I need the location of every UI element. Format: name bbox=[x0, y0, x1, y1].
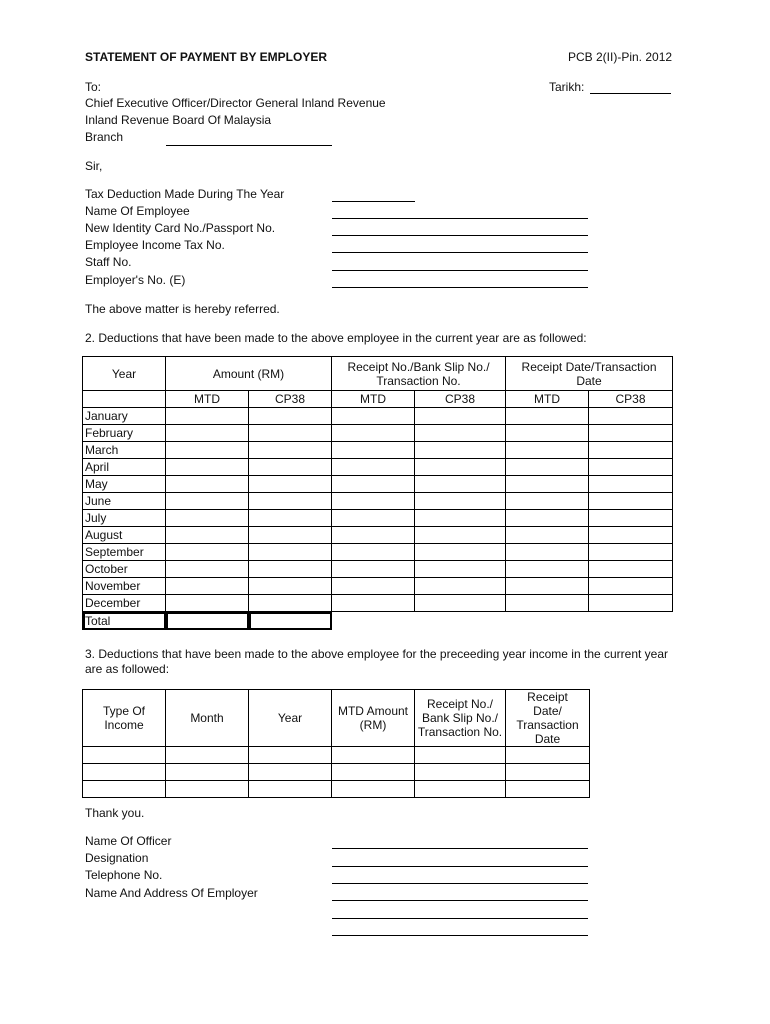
field-label-tax-deduction: Tax Deduction Made During The Year bbox=[85, 187, 285, 201]
month-label: October bbox=[83, 561, 166, 578]
table-row bbox=[83, 476, 673, 493]
referred-text: The above matter is hereby referred. bbox=[85, 302, 280, 316]
total-row bbox=[83, 612, 673, 630]
month-label: March bbox=[83, 442, 166, 459]
current-year-deductions-table bbox=[82, 356, 673, 630]
table-row bbox=[83, 561, 673, 578]
sub-header-mtd: MTD bbox=[166, 391, 249, 408]
table-row bbox=[83, 493, 673, 510]
address-line-1: Chief Executive Officer/Director General Inland Revenue bbox=[85, 96, 386, 110]
col-header-receipt: Receipt No./Bank Slip No./ Transaction No. bbox=[332, 357, 506, 391]
address-line-2: Inland Revenue Board Of Malaysia bbox=[85, 113, 272, 127]
month-label: May bbox=[83, 476, 166, 493]
table-row bbox=[83, 527, 673, 544]
employer-no-field[interactable] bbox=[332, 287, 588, 288]
table-row bbox=[83, 595, 673, 612]
form-code: PCB 2(II)-Pin. 2012 bbox=[568, 50, 673, 64]
table-row bbox=[83, 544, 673, 561]
total-cp38-cell[interactable] bbox=[249, 612, 332, 630]
table-row bbox=[83, 781, 590, 798]
section2-heading: 2. Deductions that have been made to the above employee in the current year are as followed: bbox=[85, 331, 587, 345]
col-header-month: Month bbox=[166, 690, 249, 747]
ic-passport-field[interactable] bbox=[332, 235, 588, 236]
field-label-income-tax-no: Employee Income Tax No. bbox=[85, 238, 225, 252]
to-label: To: bbox=[85, 80, 102, 94]
field-label-employer-address: Name And Address Of Employer bbox=[85, 886, 258, 900]
sub-header-cp38: CP38 bbox=[249, 391, 332, 408]
table-row bbox=[83, 442, 673, 459]
table-row bbox=[83, 408, 673, 425]
branch-field[interactable] bbox=[166, 145, 332, 146]
employer-address-field-line3[interactable] bbox=[332, 935, 588, 936]
total-label: Total bbox=[83, 612, 166, 630]
section3-heading-line2: are as followed: bbox=[85, 662, 170, 676]
table-row bbox=[83, 747, 590, 764]
field-label-employer-no: Employer's No. (E) bbox=[85, 273, 186, 287]
table-row bbox=[83, 459, 673, 476]
preceding-year-deductions-table bbox=[82, 689, 590, 798]
field-label-officer-name: Name Of Officer bbox=[85, 834, 172, 848]
address-line-3: Branch bbox=[85, 130, 124, 144]
employee-name-field[interactable] bbox=[332, 218, 588, 219]
tax-deduction-field[interactable] bbox=[332, 201, 415, 202]
total-mtd-cell[interactable] bbox=[166, 612, 249, 630]
table-row bbox=[83, 578, 673, 595]
col-header-amount: Amount (RM) bbox=[166, 357, 332, 391]
col-header-year: Year bbox=[249, 690, 332, 747]
field-label-staff-no: Staff No. bbox=[85, 255, 132, 269]
section3-heading-line1: 3. Deductions that have been made to the above employee for the preceeding year income in the current year bbox=[85, 647, 669, 661]
col-header-receipt-date: Receipt Date/Transaction Date bbox=[506, 357, 673, 391]
thank-you-text: Thank you. bbox=[85, 806, 145, 820]
income-tax-no-field[interactable] bbox=[332, 252, 588, 253]
field-label-ic-passport: New Identity Card No./Passport No. bbox=[85, 221, 276, 235]
month-label: September bbox=[83, 544, 166, 561]
field-label-designation: Designation bbox=[85, 851, 149, 865]
sub-header-mtd: MTD bbox=[332, 391, 415, 408]
month-label: August bbox=[83, 527, 166, 544]
col-header-receipt: Receipt No./ Bank Slip No./ Transaction No. bbox=[415, 690, 506, 747]
employer-address-field-line2[interactable] bbox=[332, 918, 588, 919]
table-row bbox=[83, 425, 673, 442]
designation-field[interactable] bbox=[332, 866, 588, 867]
form-title: STATEMENT OF PAYMENT BY EMPLOYER bbox=[85, 50, 328, 64]
month-label: January bbox=[83, 408, 166, 425]
salutation: Sir, bbox=[85, 159, 103, 173]
month-label: November bbox=[83, 578, 166, 595]
field-label-telephone: Telephone No. bbox=[85, 868, 163, 882]
col-header-year: Year bbox=[83, 357, 166, 391]
staff-no-field[interactable] bbox=[332, 270, 588, 271]
sub-header-cp38: CP38 bbox=[589, 391, 673, 408]
field-label-employee-name: Name Of Employee bbox=[85, 204, 190, 218]
sub-header-mtd: MTD bbox=[506, 391, 589, 408]
month-label: July bbox=[83, 510, 166, 527]
month-label: December bbox=[83, 595, 166, 612]
telephone-field[interactable] bbox=[332, 883, 588, 884]
employer-address-field-line1[interactable] bbox=[332, 900, 588, 901]
col-header-receipt-date: Receipt Date/ Transaction Date bbox=[506, 690, 590, 747]
officer-name-field[interactable] bbox=[332, 848, 588, 849]
col-header-type-of-income: Type Of Income bbox=[83, 690, 166, 747]
sub-header-cp38: CP38 bbox=[415, 391, 506, 408]
month-label: February bbox=[83, 425, 166, 442]
tarikh-field[interactable] bbox=[590, 93, 671, 94]
table-row bbox=[83, 510, 673, 527]
table-row bbox=[83, 764, 590, 781]
month-label: June bbox=[83, 493, 166, 510]
tarikh-label: Tarikh: bbox=[549, 80, 585, 94]
col-header-mtd-amount: MTD Amount (RM) bbox=[332, 690, 415, 747]
month-label: April bbox=[83, 459, 166, 476]
